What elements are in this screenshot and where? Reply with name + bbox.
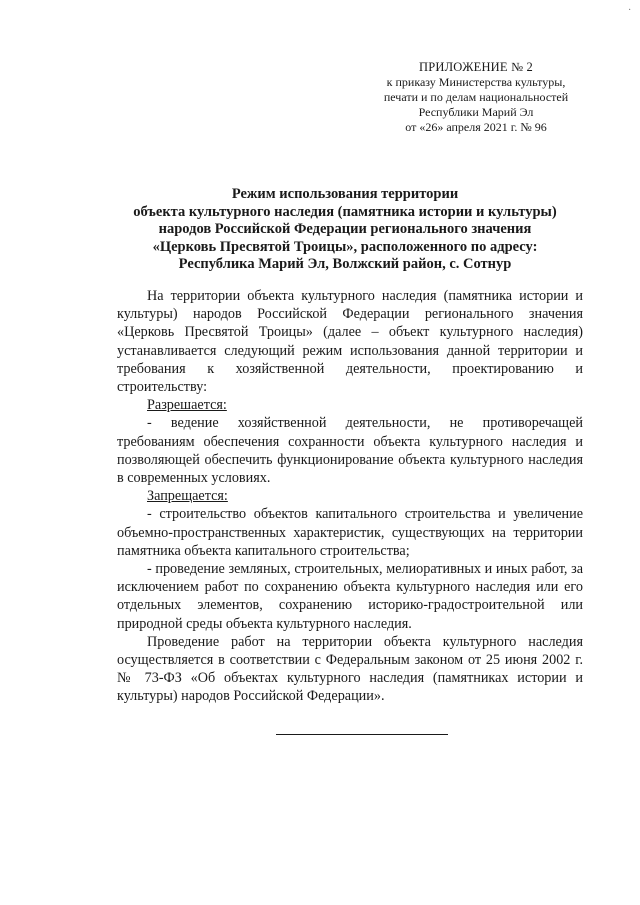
- allowed-item: - ведение хозяйственной деятельности, не противоречащей требованиям обеспечения сохранности объекта культурного наследия и позволяющей обеспечить функционирование объекта культурного наследия в современных условиях.: [117, 415, 583, 487]
- closing-divider: [276, 734, 448, 735]
- annex-line-2: печати и по делам национальностей: [383, 90, 569, 104]
- title-line-5: Республика Марий Эл, Волжский район, с. Сотнур: [178, 256, 512, 273]
- title-line-3: народов Российской Федерации регионального значения: [158, 221, 532, 238]
- corner-mark: ·: [628, 5, 632, 16]
- document-title: [95, 186, 595, 274]
- allowed-heading-paragraph: [117, 396, 583, 414]
- forbidden-item-1: - строительство объектов капитального строительства и увеличение объемно-пространственных характеристик, существующих на территории памятника объекта капитального строительства;: [117, 506, 583, 559]
- document-body: [117, 287, 583, 706]
- annex-line-3: Республики Марий Эл: [418, 105, 534, 119]
- forbidden-heading: Запрещается:: [147, 488, 228, 505]
- annex-line-1: к приказу Министерства культуры,: [386, 75, 566, 89]
- closing-paragraph: Проведение работ на территории объекта культурного наследия осуществляется в соответствии с Федеральным законом от 25 июня 2002 г. № 73-ФЗ «Об объектах культурного наследия (памятниках истории и культуры) народов Российской Федерации».: [117, 633, 583, 705]
- annex-line-4: от «26» апреля 2021 г. № 96: [405, 120, 547, 134]
- title-line-2: объекта культурного наследия (памятника истории и культуры): [133, 203, 557, 220]
- forbidden-heading-paragraph: [117, 487, 583, 505]
- title-line-1: Режим использования территории: [231, 186, 459, 202]
- intro-paragraph: На территории объекта культурного наследия (памятника истории и культуры) народов Российской Федерации регионального значения «Церковь Пресвятой Троицы» (далее – объект культурного наследия) устанавливается следующий режим использования данной территории и требования к хозяйственной деятельности, проектированию и строительству:: [117, 288, 583, 396]
- annex-title: ПРИЛОЖЕНИЕ № 2: [419, 60, 533, 74]
- forbidden-item-2: - проведение земляных, строительных, мелиоративных и иных работ, за исключением работ по сохранению объекта культурного наследия или его отдельных элементов, сохранению историко-градостроительной или природной среды объекта культурного наследия.: [117, 561, 583, 632]
- title-line-4: «Церковь Пресвятой Троицы», расположенного по адресу:: [152, 238, 538, 255]
- annex-block: [360, 60, 592, 135]
- allowed-heading: Разрешается:: [147, 397, 227, 414]
